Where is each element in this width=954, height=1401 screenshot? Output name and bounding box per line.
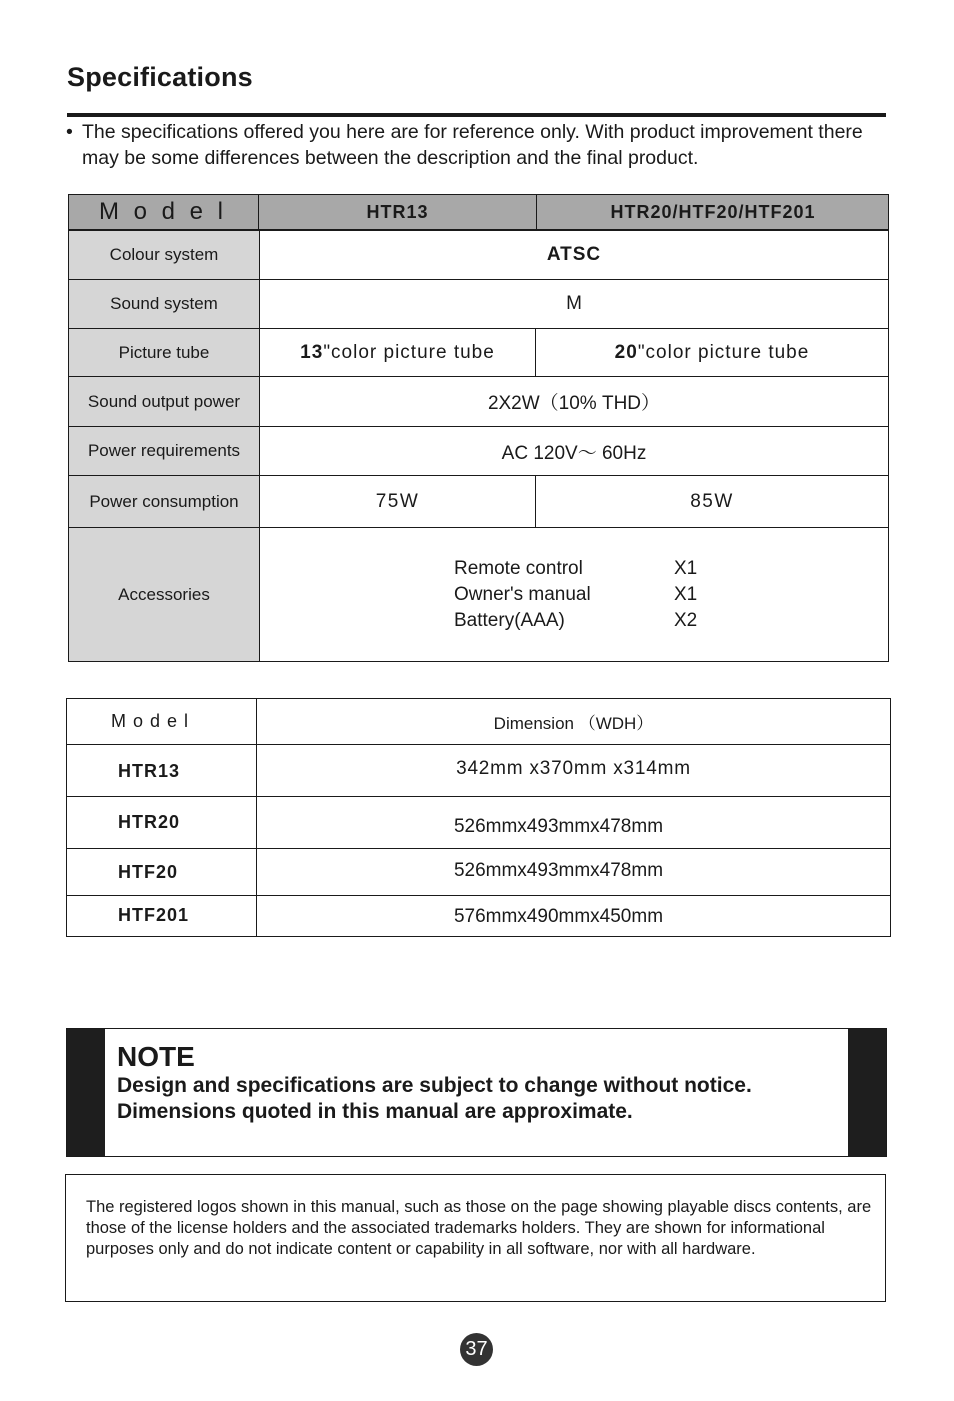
dim-model: HTF20 [118,862,179,882]
note-line-2: Dimensions quoted in this manual are approximate. [117,1100,633,1123]
dim-model: HTR20 [118,811,181,832]
spec-label-sound: Sound system [68,279,260,329]
spec-value-consumption-20: 85W [535,475,889,528]
dim-value: 576mmx490mmx450mm [453,905,664,927]
spec-value-accessories [259,527,889,662]
dim-model: HTF201 [118,904,190,925]
dim-value: 342mm x370mm x314mm [456,758,691,779]
accessory-name: Remote control [454,557,583,579]
accessories-list [454,558,734,632]
bullet-icon: • [66,121,73,143]
spec-header-htr20: HTR20/HTF20/HTF201 [610,201,816,222]
note-body [117,1073,857,1125]
dim-model: HTR13 [118,760,181,781]
spec-value-tube-20 [535,328,889,377]
intro-text: The specifications offered you here are for reference only. With product improvement there may be some differences between the description and the final product. [82,121,863,169]
page-number: 37 [460,1333,493,1366]
accessory-name: Owner's manual [454,583,591,605]
accessory-qty: X1 [674,583,698,605]
spec-value-output: 2X2W（10% THD） [259,376,889,427]
dimension-table [66,698,891,937]
tube-text-13: "color picture tube [323,341,495,363]
spec-header-htr13: HTR13 [259,194,537,230]
trademark-text: The registered logos shown in this manual, such as those on the page showing playable discs contents, are those of the license holders and the associated trademarks holders. They are shown for informational purposes only and do not indicate content or capability in all software, nor with all hardware. [86,1198,872,1258]
spec-label-consumption: Power consumption [68,475,260,528]
dim-header-model: M o d e l [111,711,190,731]
spec-label-accessories: Accessories [68,527,260,662]
spec-value-sound: M [259,279,889,329]
spec-label-output: Sound output power [68,376,260,427]
spec-label-power-req: Power requirements [68,426,260,476]
intro-paragraph [66,119,896,171]
dim-value: 526mmx493mmx478mm [453,860,664,881]
tube-size-20: 20 [614,341,638,363]
spec-value-consumption-13: 75W [259,475,536,528]
table-row [67,848,890,895]
tube-text-20: "color picture tube [637,341,810,363]
spec-table [68,194,889,662]
spec-header-model: M o d e l [68,194,259,230]
table-row [67,796,890,848]
trademark-notice [65,1174,886,1302]
accessory-qty: X1 [674,557,698,579]
note-heading: NOTE [117,1041,195,1072]
spec-value-colour: ATSC [259,230,889,280]
note-box [66,1028,887,1157]
spec-label-tube: Picture tube [68,328,260,377]
spec-value-power-req: AC 120V～ 60Hz [259,426,889,476]
accessory-name: Battery(AAA) [454,609,565,631]
page-title: Specifications [67,62,253,92]
note-left-bar [67,1029,105,1156]
title-divider [67,113,886,117]
table-row [67,744,890,796]
accessory-qty: X2 [674,609,698,631]
note-line-1: Design and specifications are subject to change without notice. [117,1074,752,1097]
tube-size-13: 13 [300,341,324,363]
spec-value-tube-13 [259,328,536,377]
table-row [67,895,890,936]
dim-value: 526mmx493mmx478mm [453,816,664,837]
dim-header-dimension: Dimension （WDH） [493,714,654,733]
spec-label-colour: Colour system [68,230,260,280]
